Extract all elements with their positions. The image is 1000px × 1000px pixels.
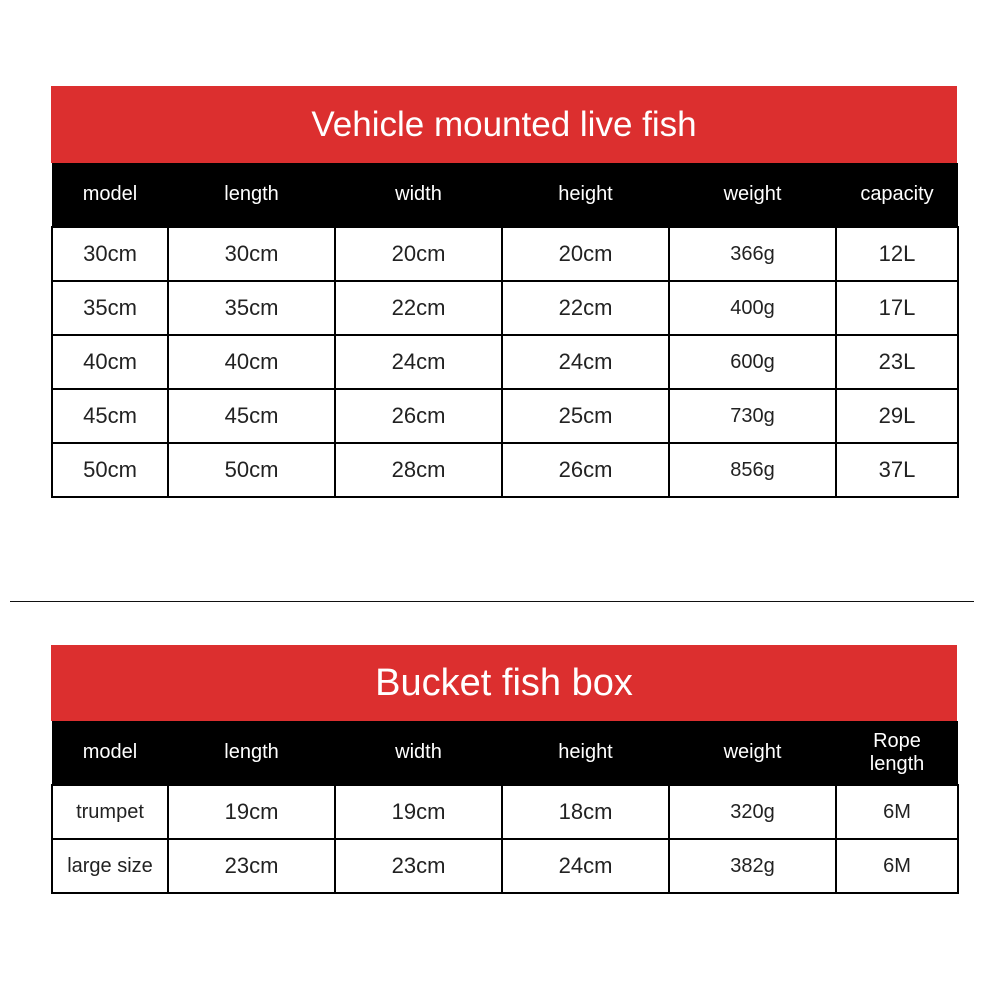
cell-width: 23cm <box>335 839 502 893</box>
cell-height: 25cm <box>502 389 669 443</box>
cell-model: 50cm <box>52 443 168 497</box>
bucket-spec-table <box>51 721 959 894</box>
table-row <box>52 839 958 893</box>
bucket-spec-section <box>51 645 957 894</box>
cell-weight: 366g <box>669 227 836 281</box>
cell-model: 35cm <box>52 281 168 335</box>
table-row <box>52 785 958 839</box>
table-header-row <box>52 163 958 227</box>
cell-height: 24cm <box>502 335 669 389</box>
cell-height: 20cm <box>502 227 669 281</box>
header-width: width <box>335 721 502 785</box>
table-row <box>52 443 958 497</box>
header-rope-length: Rope length <box>836 721 958 785</box>
cell-capacity: 37L <box>836 443 958 497</box>
cell-length: 19cm <box>168 785 335 839</box>
cell-weight: 856g <box>669 443 836 497</box>
cell-length: 35cm <box>168 281 335 335</box>
cell-length: 23cm <box>168 839 335 893</box>
cell-capacity: 17L <box>836 281 958 335</box>
cell-length: 40cm <box>168 335 335 389</box>
table-header-row <box>52 721 958 785</box>
vehicle-title: Vehicle mounted live fish <box>51 86 957 163</box>
cell-width: 24cm <box>335 335 502 389</box>
cell-weight: 400g <box>669 281 836 335</box>
table-row <box>52 227 958 281</box>
table-row <box>52 335 958 389</box>
header-model: model <box>52 721 168 785</box>
cell-model: 30cm <box>52 227 168 281</box>
cell-weight: 600g <box>669 335 836 389</box>
cell-weight: 730g <box>669 389 836 443</box>
header-weight: weight <box>669 163 836 227</box>
cell-width: 19cm <box>335 785 502 839</box>
section-divider <box>10 601 974 602</box>
cell-capacity: 29L <box>836 389 958 443</box>
table-row <box>52 389 958 443</box>
header-width: width <box>335 163 502 227</box>
cell-width: 22cm <box>335 281 502 335</box>
header-length: length <box>168 163 335 227</box>
cell-width: 28cm <box>335 443 502 497</box>
cell-width: 26cm <box>335 389 502 443</box>
cell-height: 26cm <box>502 443 669 497</box>
vehicle-spec-section <box>51 86 957 498</box>
cell-model: 45cm <box>52 389 168 443</box>
header-height: height <box>502 721 669 785</box>
cell-model: large size <box>52 839 168 893</box>
cell-weight: 320g <box>669 785 836 839</box>
cell-height: 24cm <box>502 839 669 893</box>
header-model: model <box>52 163 168 227</box>
header-capacity: capacity <box>836 163 958 227</box>
bucket-title: Bucket fish box <box>51 645 957 721</box>
cell-rope-length: 6M <box>836 785 958 839</box>
cell-model: trumpet <box>52 785 168 839</box>
header-length: length <box>168 721 335 785</box>
table-row <box>52 281 958 335</box>
cell-height: 22cm <box>502 281 669 335</box>
cell-length: 30cm <box>168 227 335 281</box>
cell-length: 50cm <box>168 443 335 497</box>
header-height: height <box>502 163 669 227</box>
vehicle-spec-table <box>51 163 959 498</box>
cell-height: 18cm <box>502 785 669 839</box>
cell-length: 45cm <box>168 389 335 443</box>
cell-rope-length: 6M <box>836 839 958 893</box>
cell-capacity: 12L <box>836 227 958 281</box>
cell-model: 40cm <box>52 335 168 389</box>
cell-capacity: 23L <box>836 335 958 389</box>
header-weight: weight <box>669 721 836 785</box>
cell-width: 20cm <box>335 227 502 281</box>
cell-weight: 382g <box>669 839 836 893</box>
